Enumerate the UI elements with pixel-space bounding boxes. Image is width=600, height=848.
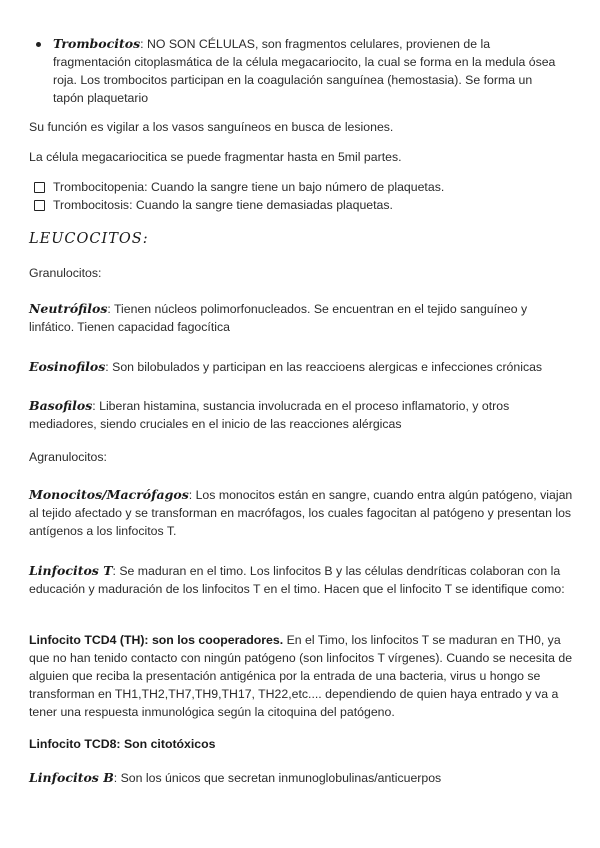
basofilos-text: : Liberan histamina, sustancia involucrada en el proceso inflamatorio, y otros mediadores, siendo cruciales en el inicio de las reacciones alérgicas bbox=[29, 399, 510, 431]
checkbox-icon[interactable] bbox=[34, 200, 45, 211]
monocitos-term: Monocitos/Macrófagos bbox=[29, 487, 189, 502]
tcd4-text: En el Timo, los linfocitos T se maduran en TH0, ya que no han tenido contacto con ningún patógeno (son linfocitos T vírgenes). Cuando se necesita de alguien que reciba la presentación antigénica por la entrada de una bacteria, virus u hongo se transforman en TH1,TH2,TH7,TH9,TH17, TH22,etc.... dependiendo de quien haya entrado y va a tener una respuesta inmunológica según la citoquina del patógeno. bbox=[29, 633, 573, 719]
checkbox-icon[interactable] bbox=[34, 182, 45, 193]
linfocitos-b-term: Linfocitos B bbox=[29, 770, 114, 785]
megacariocitica-paragraph: La célula megacariocitica se puede fragmentar hasta en 5mil partes. bbox=[29, 150, 402, 164]
linfocitos-t-term: Linfocitos T bbox=[29, 563, 113, 578]
eosinofilos-text: : Son bilobulados y participan en las reaccioens alergicas e infecciones crónicas bbox=[105, 360, 543, 374]
bullet-dot bbox=[36, 42, 41, 47]
agranulocitos-label: Agranulocitos: bbox=[29, 450, 107, 464]
checklist-item-trombocitopenia[interactable] bbox=[34, 178, 554, 196]
leucocitos-heading: LEUCOCITOS: bbox=[29, 231, 149, 247]
trombocitos-term: Trombocitos bbox=[53, 36, 141, 51]
eosinofilos-term: Eosinofilos bbox=[29, 359, 106, 374]
neutrofilos-paragraph bbox=[29, 300, 574, 336]
granulocitos-label: Granulocitos: bbox=[29, 266, 102, 280]
neutrofilos-text: : Tienen núcleos polimorfonucleados. Se encuentran en el tejido sanguíneo y linfático. Tienen capacidad fagocítica bbox=[29, 302, 528, 334]
monocitos-text: : Los monocitos están en sangre, cuando entra algún patógeno, viajan al tejido afectado y se transforman en macrófagos, los cuales fagocitan al patógeno y presentan los antígenos a los linfocitos T. bbox=[29, 488, 573, 538]
eosinofilos-paragraph bbox=[29, 358, 574, 376]
tcd8-paragraph bbox=[29, 735, 574, 753]
linfocitos-b-text: : Son los únicos que secretan inmunoglobulinas/anticuerpos bbox=[113, 771, 442, 785]
tcd8-bold: Linfocito TCD8: Son citotóxicos bbox=[29, 737, 216, 751]
neutrofilos-term: Neutrófilos bbox=[29, 301, 108, 316]
trombocitos-paragraph bbox=[53, 35, 556, 107]
trombocitos-text: : NO SON CÉLULAS, son fragmentos celulares, provienen de la fragmentación citoplasmática de la célula megacariocito, la cual se forma en la medula ósea roja. Los trombocitos participan en la coagulación sanguínea (hemostasia). Se forma un tapón plaquetario bbox=[53, 37, 556, 105]
funcion-paragraph: Su función es vigilar a los vasos sanguíneos en busca de lesiones. bbox=[29, 120, 394, 134]
tcd4-bold: Linfocito TCD4 (TH): son los cooperadores. bbox=[29, 633, 284, 647]
linfocitos-b-paragraph bbox=[29, 769, 574, 787]
basofilos-paragraph bbox=[29, 397, 574, 433]
trombocitos-bullet bbox=[36, 35, 556, 107]
checklist-item-trombocitosis[interactable] bbox=[34, 196, 554, 214]
basofilos-term: Basofilos bbox=[29, 398, 93, 413]
checklist-label: Trombocitosis: Cuando la sangre tiene demasiadas plaquetas. bbox=[53, 198, 393, 212]
tcd4-paragraph bbox=[29, 631, 574, 721]
monocitos-paragraph bbox=[29, 486, 574, 540]
linfocitos-t-text: : Se maduran en el timo. Los linfocitos B y las células dendríticas colaboran con la educación y maduración de los linfocitos T en el timo. Hacen que el linfocito T se identifique como: bbox=[29, 564, 565, 596]
linfocitos-t-paragraph bbox=[29, 562, 574, 598]
checklist-label: Trombocitopenia: Cuando la sangre tiene un bajo número de plaquetas. bbox=[53, 180, 445, 194]
